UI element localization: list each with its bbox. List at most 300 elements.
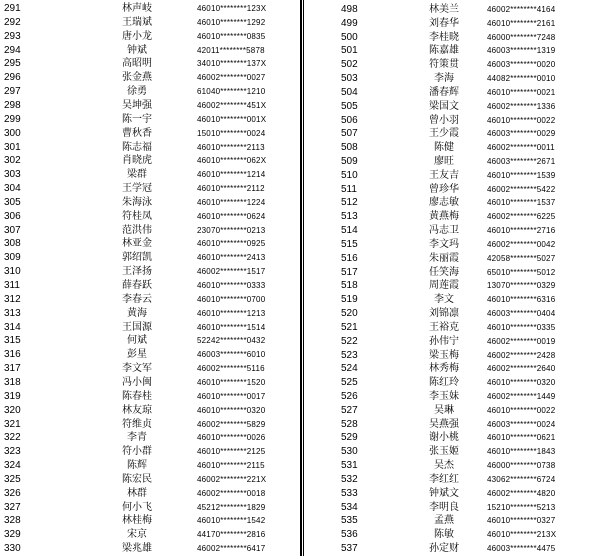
id-number: 46002********2428: [487, 350, 556, 360]
id-number: 46003********1319: [487, 46, 556, 56]
roster-row: [0, 458, 298, 473]
roster-row: [0, 306, 298, 321]
roster-row: [0, 417, 298, 432]
roster-row: [0, 236, 298, 251]
id-number: 46010********1542: [197, 516, 266, 526]
roster-row: [0, 361, 298, 376]
roster-row: [0, 195, 298, 210]
id-number: 46010********1213: [197, 308, 266, 318]
person-name: 王学冠: [122, 183, 152, 195]
roster-row: [305, 43, 599, 58]
row-number: 302: [4, 155, 21, 167]
id-number: 46003********0020: [487, 60, 556, 70]
roster-row: [0, 15, 298, 30]
row-number: 514: [341, 225, 358, 237]
row-number: 537: [341, 542, 358, 554]
person-name: 李红红: [429, 473, 459, 485]
person-name: 符小群: [122, 446, 152, 458]
id-number: 46010********2161: [487, 18, 556, 28]
person-name: 李玉妹: [429, 390, 459, 402]
row-number: 518: [341, 280, 358, 292]
person-name: 黄海: [127, 307, 147, 319]
person-name: 李春云: [122, 293, 152, 305]
id-number: 46010********1843: [487, 447, 556, 457]
row-number: 509: [341, 156, 358, 168]
row-number: 533: [341, 487, 358, 499]
row-number: 294: [4, 44, 21, 56]
id-number: 46002********6225: [487, 212, 556, 222]
roster-row: [305, 513, 599, 528]
person-name: 孙伟宁: [429, 335, 459, 347]
id-number: 46010********2716: [487, 226, 556, 236]
id-number: 46010********2112: [197, 184, 265, 194]
row-number: 503: [341, 73, 358, 85]
person-name: 梁群: [127, 169, 147, 181]
row-number: 532: [341, 473, 358, 485]
id-number: 46010********062X: [197, 156, 267, 166]
id-number: 46010********0022: [487, 405, 556, 415]
row-number: 515: [341, 238, 358, 250]
row-number: 315: [4, 335, 21, 347]
roster-row: [305, 375, 599, 390]
row-number: 527: [341, 404, 358, 416]
roster-row: [305, 71, 599, 86]
id-number: 46002********6417: [197, 544, 266, 554]
id-number: 46010********1292: [197, 17, 266, 27]
person-name: 宋京: [127, 529, 147, 541]
person-name: 吴杰: [434, 460, 454, 472]
person-name: 李青: [127, 432, 147, 444]
person-name: 林桂梅: [122, 515, 152, 527]
person-name: 谢小桃: [429, 432, 459, 444]
roster-row: [305, 113, 599, 128]
id-number: 46002********1449: [487, 391, 556, 401]
row-number: 531: [341, 460, 358, 472]
person-name: 黄燕梅: [429, 211, 459, 223]
id-number: 46010********0017: [197, 391, 266, 401]
person-name: 陈嘉雄: [429, 45, 459, 57]
id-number: 46002********0019: [487, 336, 556, 346]
roster-row: [0, 29, 298, 44]
person-name: 王少霞: [429, 128, 459, 140]
row-number: 528: [341, 418, 358, 430]
row-number: 303: [4, 169, 21, 181]
row-number: 313: [4, 307, 21, 319]
id-number: 46010********0320: [487, 378, 556, 388]
person-name: 王泽扬: [122, 266, 152, 278]
id-number: 45212********1829: [197, 502, 266, 512]
person-name: 陈敏: [434, 529, 454, 541]
row-number: 298: [4, 99, 21, 111]
roster-row: [0, 70, 298, 85]
person-name: 陈一宇: [122, 113, 152, 125]
row-number: 500: [341, 31, 358, 43]
id-number: 46010********0335: [487, 322, 556, 332]
person-name: 符桂凤: [122, 210, 152, 222]
roster-row: [305, 500, 599, 515]
person-name: 任笑海: [429, 266, 459, 278]
roster-row: [0, 84, 298, 99]
row-number: 501: [341, 45, 358, 57]
row-number: 306: [4, 210, 21, 222]
id-number: 46002********5422: [487, 184, 556, 194]
row-number: 512: [341, 197, 358, 209]
person-name: 林群: [127, 487, 147, 499]
person-name: 张金燕: [122, 72, 152, 84]
id-number: 46002********5116: [197, 364, 265, 374]
person-name: 曹秋香: [122, 127, 152, 139]
roster-row: [0, 43, 298, 58]
id-number: 46010********0327: [487, 516, 556, 526]
person-name: 王瑞斌: [122, 16, 152, 28]
row-number: 327: [4, 501, 21, 513]
person-name: 曾小羽: [429, 114, 459, 126]
person-name: 吴坤强: [122, 99, 152, 111]
row-number: 291: [4, 3, 21, 14]
roster-row: [305, 417, 599, 432]
id-number: 46010********213X: [487, 530, 557, 540]
row-number: 525: [341, 377, 358, 389]
row-number: 530: [341, 446, 358, 458]
roster-row: [305, 278, 599, 293]
person-name: 徐勇: [127, 86, 147, 98]
roster-row: [305, 2, 599, 17]
row-number: 311: [4, 280, 20, 291]
id-number: 46010********123X: [197, 4, 267, 13]
roster-row: [305, 265, 599, 280]
row-number: 534: [341, 501, 358, 513]
person-name: 何小飞: [122, 501, 152, 513]
row-number: 319: [4, 390, 21, 402]
roster-row: [305, 444, 599, 459]
id-number: 46002********0011: [487, 143, 555, 153]
row-number: 329: [4, 529, 21, 541]
row-number: 511: [341, 183, 357, 195]
person-name: 郭绍凯: [122, 252, 152, 264]
row-number: 318: [4, 376, 21, 388]
id-number: 46002********0018: [197, 488, 266, 498]
roster-row: [0, 292, 298, 307]
row-number: 505: [341, 100, 358, 112]
person-name: 张玉姬: [429, 446, 459, 458]
roster-row: [0, 1, 298, 16]
roster-row: [0, 375, 298, 390]
roster-row: [305, 140, 599, 155]
person-name: 朱海泳: [122, 196, 152, 208]
roster-row: [0, 181, 298, 196]
person-name: 陈健: [434, 142, 454, 154]
id-number: 42058********5027: [487, 253, 556, 263]
roster-row: [0, 486, 298, 501]
row-number: 323: [4, 446, 21, 458]
row-number: 296: [4, 72, 21, 84]
roster-row: [0, 278, 298, 293]
roster-row: [305, 472, 599, 487]
person-name: 林亚金: [122, 238, 152, 250]
roster-row: [0, 140, 298, 155]
id-number: 15210********5213: [487, 502, 556, 512]
column-divider: [300, 0, 302, 556]
person-name: 高昭明: [122, 58, 152, 70]
id-number: 44170********2816: [197, 530, 266, 540]
row-number: 502: [341, 59, 358, 71]
id-number: 46010********1539: [487, 170, 556, 180]
roster-row: [0, 98, 298, 113]
row-number: 314: [4, 321, 21, 333]
id-number: 46002********221X: [197, 474, 267, 484]
id-number: 46010********0026: [197, 433, 266, 443]
person-name: 林声岐: [122, 3, 152, 14]
roster-row: [0, 347, 298, 362]
row-number: 535: [341, 515, 358, 527]
person-name: 刘春华: [429, 17, 459, 29]
id-number: 46010********0021: [487, 87, 556, 97]
id-number: 46010********1514: [197, 322, 266, 332]
person-name: 陈辉: [127, 460, 147, 472]
id-number: 46010********0925: [197, 239, 266, 249]
person-name: 刘锦凛: [429, 308, 459, 320]
roster-row: [305, 306, 599, 321]
person-name: 陈宏民: [122, 473, 152, 485]
person-name: 梁玉梅: [429, 349, 459, 361]
id-number: 46010********0621: [487, 433, 556, 443]
person-name: 梁国文: [429, 100, 459, 112]
row-number: 324: [4, 460, 21, 472]
id-number: 46010********001X: [197, 114, 267, 124]
row-number: 523: [341, 349, 358, 361]
person-name: 林秀梅: [429, 363, 459, 375]
person-name: 潘春辉: [429, 86, 459, 98]
id-number: 46010********0835: [197, 31, 266, 41]
row-number: 519: [341, 294, 358, 306]
row-number: 309: [4, 252, 21, 264]
row-number: 325: [4, 473, 21, 485]
row-number: 529: [341, 432, 358, 444]
roster-row: [305, 85, 599, 100]
row-number: 522: [341, 335, 358, 347]
id-number: 46010********2113: [197, 142, 265, 152]
roster-row: [0, 250, 298, 265]
roster-row: [305, 182, 599, 197]
id-number: 46003********6010: [197, 350, 266, 360]
person-name: 孟燕: [434, 515, 454, 527]
person-name: 曾珍华: [429, 183, 459, 195]
person-name: 林美兰: [429, 4, 459, 15]
person-name: 梁兆雄: [122, 543, 152, 555]
person-name: 冯志卫: [429, 225, 459, 237]
roster-row: [305, 154, 599, 169]
roster-row: [305, 486, 599, 501]
id-number: 46010********0700: [197, 294, 266, 304]
row-number: 307: [4, 224, 21, 236]
row-number: 292: [4, 16, 21, 28]
roster-row: [0, 403, 298, 418]
roster-row: [305, 195, 599, 210]
row-number: 312: [4, 293, 21, 305]
roster-row: [0, 112, 298, 127]
person-name: 李明良: [429, 501, 459, 513]
roster-row: [305, 320, 599, 335]
row-number: 297: [4, 86, 21, 98]
id-number: 46010********6316: [487, 295, 556, 305]
roster-row: [0, 56, 298, 71]
person-name: 钟斌: [127, 44, 147, 56]
id-number: 46003********0024: [487, 419, 556, 429]
row-number: 498: [341, 4, 358, 15]
roster-row: [0, 513, 298, 528]
roster-row: [305, 458, 599, 473]
person-name: 钟斌文: [429, 487, 459, 499]
person-name: 李文: [434, 294, 454, 306]
id-number: 46002********1336: [487, 101, 556, 111]
id-number: 46002********1517: [197, 267, 266, 277]
roster-row: [305, 334, 599, 349]
roster-row: [0, 223, 298, 238]
row-number: 317: [4, 363, 21, 375]
roster-row: [0, 320, 298, 335]
id-number: 46002********0042: [487, 239, 556, 249]
person-name: 肖晓虎: [122, 155, 152, 167]
person-name: 薛春跃: [122, 280, 152, 291]
person-name: 唐小龙: [122, 30, 152, 42]
id-number: 46002********4164: [487, 5, 556, 14]
row-number: 510: [341, 169, 358, 181]
id-number: 46010********0624: [197, 211, 266, 221]
id-number: 46010********1537: [487, 198, 556, 208]
person-name: 李海: [434, 73, 454, 85]
row-number: 316: [4, 349, 21, 361]
id-number: 46003********2671: [487, 157, 556, 167]
row-number: 507: [341, 128, 358, 140]
person-name: 彭星: [127, 349, 147, 361]
roster-row: [305, 30, 599, 45]
roster-row: [305, 99, 599, 114]
row-number: 293: [4, 30, 21, 42]
column-divider-thin: [303, 0, 304, 556]
row-number: 513: [341, 211, 358, 223]
id-number: 46000********7248: [487, 32, 556, 42]
person-name: 符维贞: [122, 418, 152, 430]
id-number: 42011********5878: [197, 45, 265, 55]
roster-row: [305, 361, 599, 376]
id-number: 46003********0029: [487, 129, 556, 139]
roster-row: [0, 430, 298, 445]
id-number: 46010********0333: [197, 281, 266, 290]
row-number: 508: [341, 142, 358, 154]
id-number: 46010********1214: [197, 170, 266, 180]
row-number: 305: [4, 196, 21, 208]
row-number: 299: [4, 113, 21, 125]
roster-row: [305, 389, 599, 404]
person-name: 吴琳: [434, 404, 454, 416]
roster-row: [0, 444, 298, 459]
id-number: 44082********0010: [487, 74, 556, 84]
person-name: 王裕克: [429, 321, 459, 333]
roster-row: [305, 209, 599, 224]
row-number: 320: [4, 404, 21, 416]
row-number: 300: [4, 127, 21, 139]
id-number: 46002********451X: [197, 100, 267, 110]
row-number: 504: [341, 86, 358, 98]
id-number: 46010********1520: [197, 377, 266, 387]
row-number: 330: [4, 543, 21, 555]
id-number: 46003********4475: [487, 543, 556, 553]
person-name: 吴燕强: [429, 418, 459, 430]
person-name: 廖志敏: [429, 197, 459, 209]
row-number: 520: [341, 308, 358, 320]
row-number: 308: [4, 238, 21, 250]
person-name: 林友琼: [122, 404, 152, 416]
id-number: 61040********1210: [197, 87, 266, 97]
person-name: 王国源: [122, 321, 152, 333]
id-number: 46003********0404: [487, 309, 556, 319]
person-name: 范洪伟: [122, 224, 152, 236]
id-number: 13070********0329: [487, 281, 556, 291]
id-number: 34010********137X: [197, 59, 267, 69]
person-name: 陈志福: [122, 141, 152, 153]
row-number: 521: [341, 321, 358, 333]
row-number: 310: [4, 266, 21, 278]
roster-row: [305, 527, 599, 542]
roster-row: [305, 251, 599, 266]
id-number: 23070********0213: [197, 225, 266, 235]
id-number: 46010********0022: [487, 115, 556, 125]
id-number: 65010********5012: [487, 267, 556, 277]
row-number: 526: [341, 390, 358, 402]
roster-row: [0, 167, 298, 182]
person-name: 朱丽霞: [429, 252, 459, 264]
row-number: 517: [341, 266, 358, 278]
roster-row: [305, 430, 599, 445]
roster-row: [305, 16, 599, 31]
roster-row: [305, 57, 599, 72]
roster-row: [0, 389, 298, 404]
roster-row: [0, 209, 298, 224]
id-number: 46010********2125: [197, 447, 266, 457]
roster-row: [305, 223, 599, 238]
person-name: 冯小闽: [122, 376, 152, 388]
roster-row: [0, 153, 298, 168]
person-name: 陈红玲: [429, 377, 459, 389]
roster-row: [0, 126, 298, 141]
roster-row: [0, 541, 298, 556]
id-number: 43062********6724: [487, 474, 556, 484]
person-name: 李桂晓: [429, 31, 459, 43]
id-number: 15010********0024: [197, 128, 266, 138]
row-number: 295: [4, 58, 21, 70]
roster-row: [0, 264, 298, 279]
person-name: 李文玛: [429, 238, 459, 250]
roster-row: [305, 292, 599, 307]
roster-row: [305, 237, 599, 252]
row-number: 516: [341, 252, 358, 264]
roster-row: [0, 527, 298, 542]
row-number: 326: [4, 487, 21, 499]
person-name: 王友吉: [429, 169, 459, 181]
row-number: 301: [4, 141, 21, 153]
person-name: 李文军: [122, 363, 152, 375]
id-number: 46002********0027: [197, 73, 266, 83]
roster-row: [305, 348, 599, 363]
roster-row: [305, 168, 599, 183]
person-name: 何斌: [127, 335, 147, 347]
id-number: 46010********2413: [197, 253, 266, 263]
roster-row: [305, 403, 599, 418]
roster-row: [305, 126, 599, 141]
row-number: 536: [341, 529, 358, 541]
id-number: 46010********1224: [197, 197, 266, 207]
row-number: 499: [341, 17, 358, 29]
